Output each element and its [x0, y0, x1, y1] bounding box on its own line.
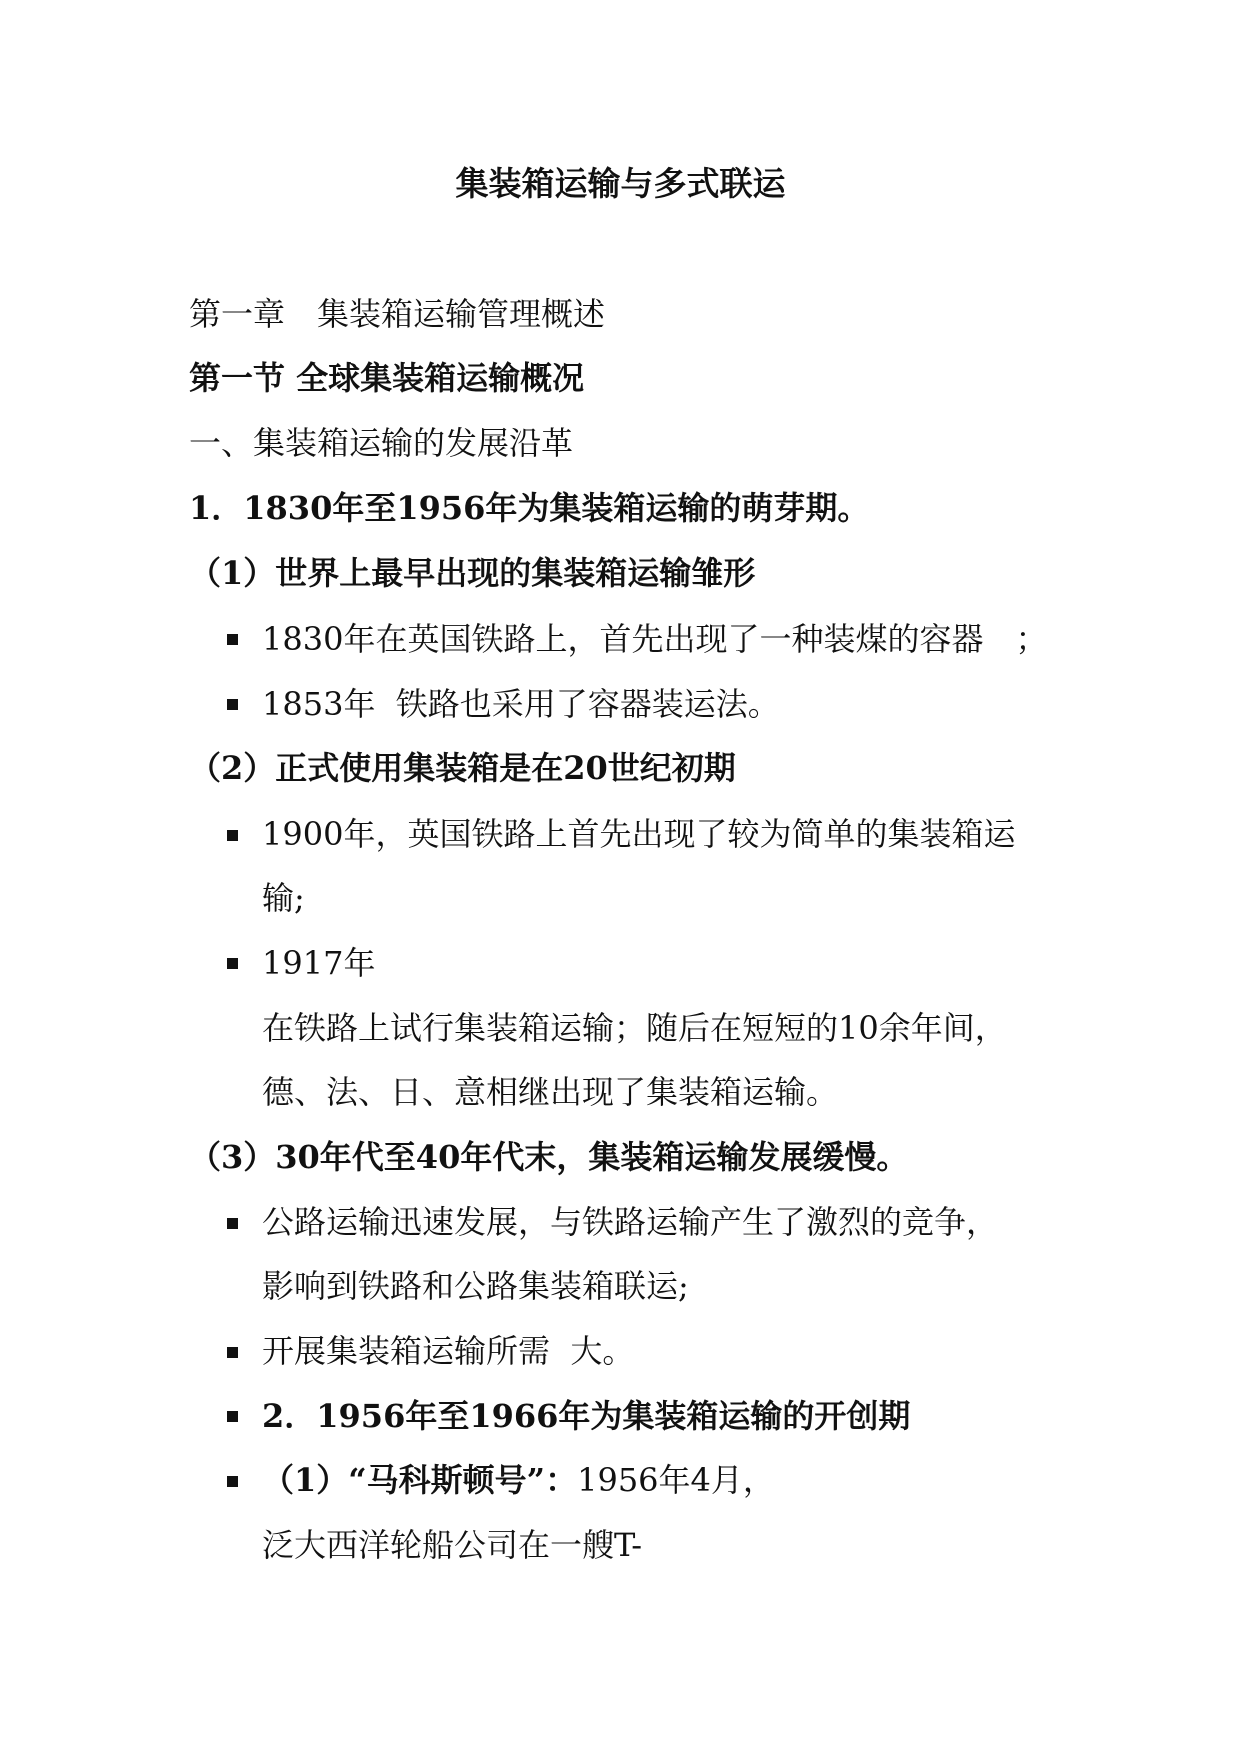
bullet-marker: [227, 699, 238, 710]
bullet-text-4: 1917年: [262, 944, 376, 982]
bullet-marker: [227, 1347, 238, 1358]
subsection-heading: 一、集装箱运输的发展沿革: [189, 424, 574, 462]
bullet-text-8-rest: 1956年4月，: [577, 1461, 775, 1499]
sub-heading-2: （2）正式使用集装箱是在20世纪初期: [189, 749, 736, 787]
bullet-text-8-bold: （1）“马科斯顿号”：: [262, 1461, 578, 1499]
bullet-text-3-line2: 输;: [262, 879, 305, 917]
chapter-heading: 第一章 集装箱运输管理概述: [189, 295, 606, 333]
bullet-marker: [227, 1411, 238, 1422]
sub-heading-3: （3）30年代至40年代末，集装箱运输发展缓慢。: [189, 1138, 909, 1176]
bullet-marker: [227, 958, 238, 969]
bullet-marker: [227, 634, 238, 645]
section-heading: 第一节 全球集装箱运输概况: [189, 359, 585, 397]
bullet-text-5-line1: 公路运输迅速发展，与铁路运输产生了激烈的竞争，: [262, 1203, 999, 1241]
period-heading-2: 2．1956年至1966年为集装箱运输的开创期: [262, 1397, 911, 1435]
bullet-marker: [227, 830, 238, 841]
bullet-text-3-line1: 1900年，英国铁路上首先出现了较为简单的集装箱运: [262, 815, 1016, 853]
bullet-text-8: [262, 1460, 775, 1500]
document-title: 集装箱运输与多式联运: [455, 164, 786, 203]
bullet-text-4-cont2: 德、法、日、意相继出现了集装箱运输。: [262, 1073, 839, 1111]
bullet-text-1: 1830年在英国铁路上，首先出现了一种装煤的容器 ；: [262, 620, 1048, 658]
bullet-text-4-cont1: 在铁路上试行集装箱运输；随后在短短的10余年间，: [262, 1009, 1007, 1047]
sub-heading-1: （1）世界上最早出现的集装箱运输雏形: [189, 554, 756, 592]
period-heading-1: 1．1830年至1956年为集装箱运输的萌芽期。: [189, 489, 870, 527]
bullet-text-6: 开展集装箱运输所需 大。: [262, 1332, 635, 1370]
bullet-text-5-line2: 影响到铁路和公路集装箱联运;: [262, 1267, 689, 1305]
bullet-marker: [227, 1218, 238, 1229]
bullet-text-8-cont: 泛大西洋轮船公司在一艘T-: [262, 1526, 643, 1564]
bullet-marker: [227, 1476, 238, 1487]
bullet-text-2: 1853年 铁路也采用了容器装运法。: [262, 685, 780, 723]
